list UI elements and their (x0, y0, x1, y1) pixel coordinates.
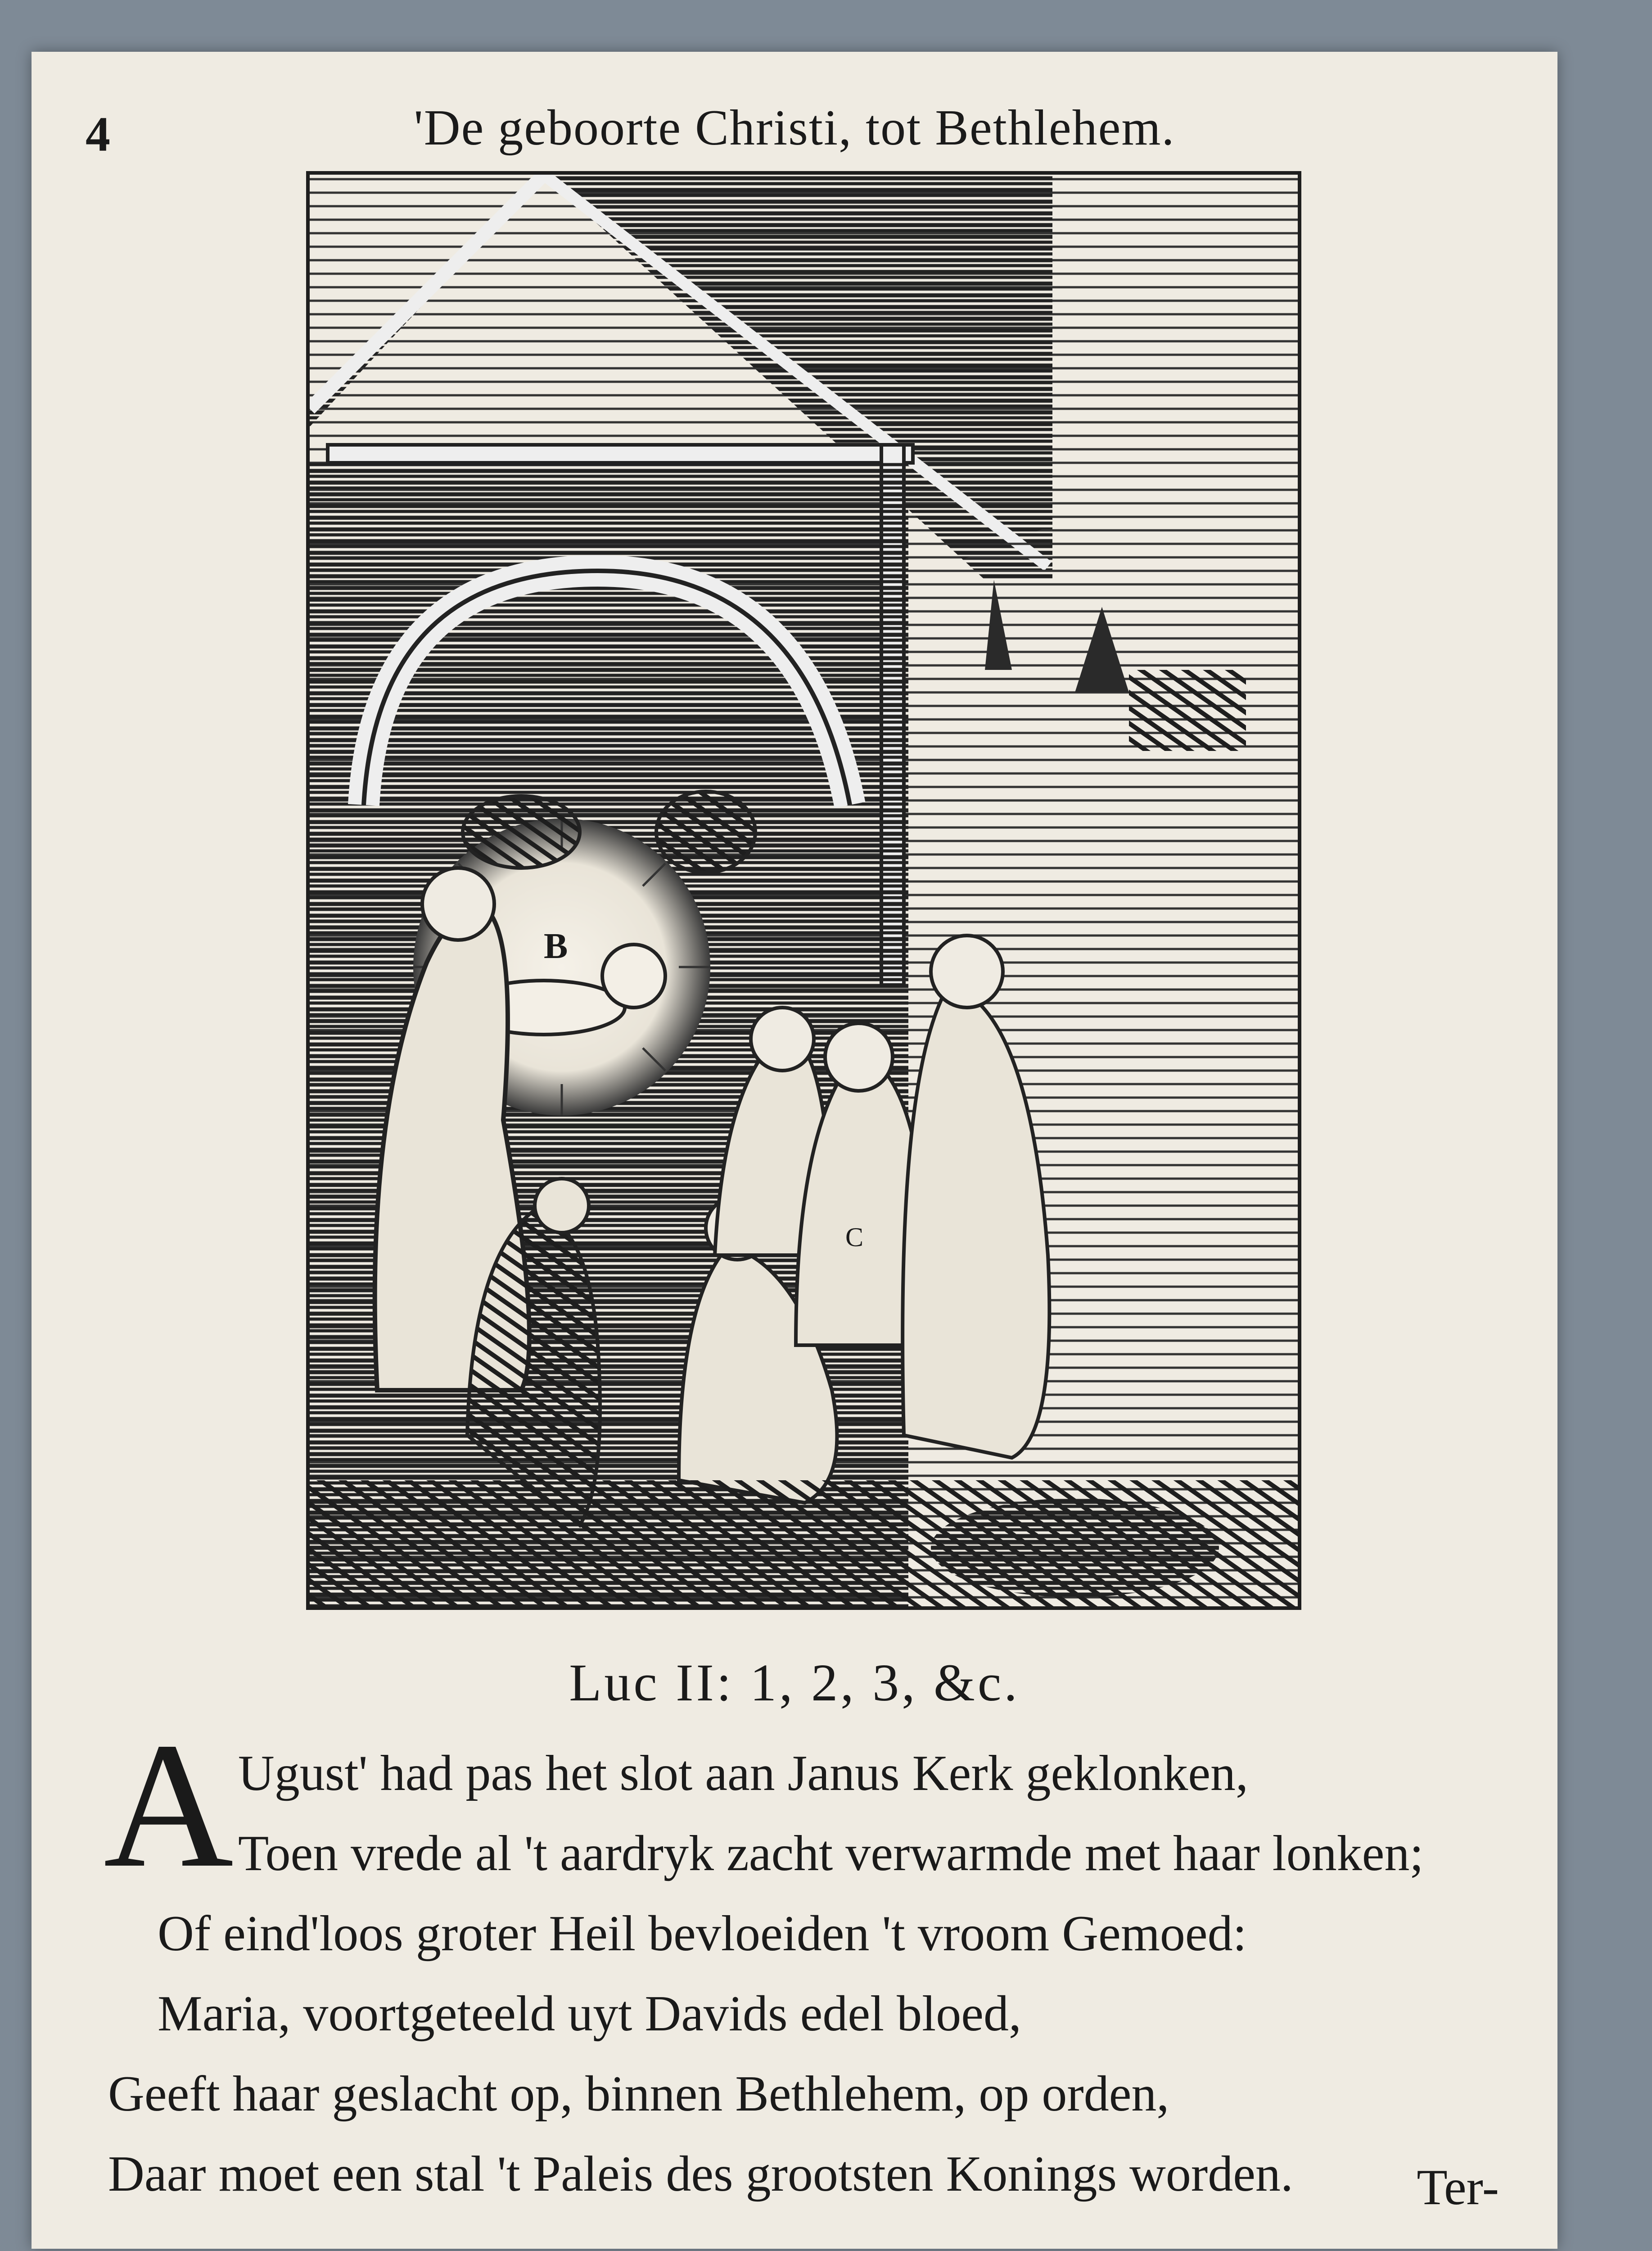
poem-line-1: Ugust' had pas het slot aan Janus Kerk geklonken, (238, 1745, 1249, 1801)
poem-line-4: Maria, voortgeteeld uyt Davids edel bloed, (158, 1986, 1021, 2042)
woodcut-image (310, 175, 1298, 1606)
scripture-reference: Luc II: 1, 2, 3, &c. (569, 1653, 1020, 1712)
catchword: Ter- (1417, 2160, 1499, 2215)
poem-line-6: Daar moet een stal 't Paleis des grootsten Konings worden. (108, 2146, 1293, 2202)
woodcut-label-b: B (544, 927, 568, 966)
running-title: 'De geboorte Christi, tot Bethlehem. (414, 100, 1175, 156)
page-number: 4 (86, 107, 110, 162)
poem-line-5: Geeft haar geslacht op, binnen Bethlehem, op orden, (108, 2066, 1169, 2122)
drop-cap-initial: A (104, 1705, 234, 1905)
poem-stanza (104, 1705, 1503, 2214)
poem-line-3: Of eind'loos groter Heil bevloeiden 't vroom Gemoed: (158, 1906, 1247, 1962)
poem-line-2: Toen vrede al 't aardryk zacht verwarmde met haar lonken; (238, 1826, 1424, 1881)
nativity-woodcut-illustration (306, 171, 1301, 1610)
book-page (32, 52, 1557, 2249)
woodcut-label-c: C (845, 1222, 864, 1252)
